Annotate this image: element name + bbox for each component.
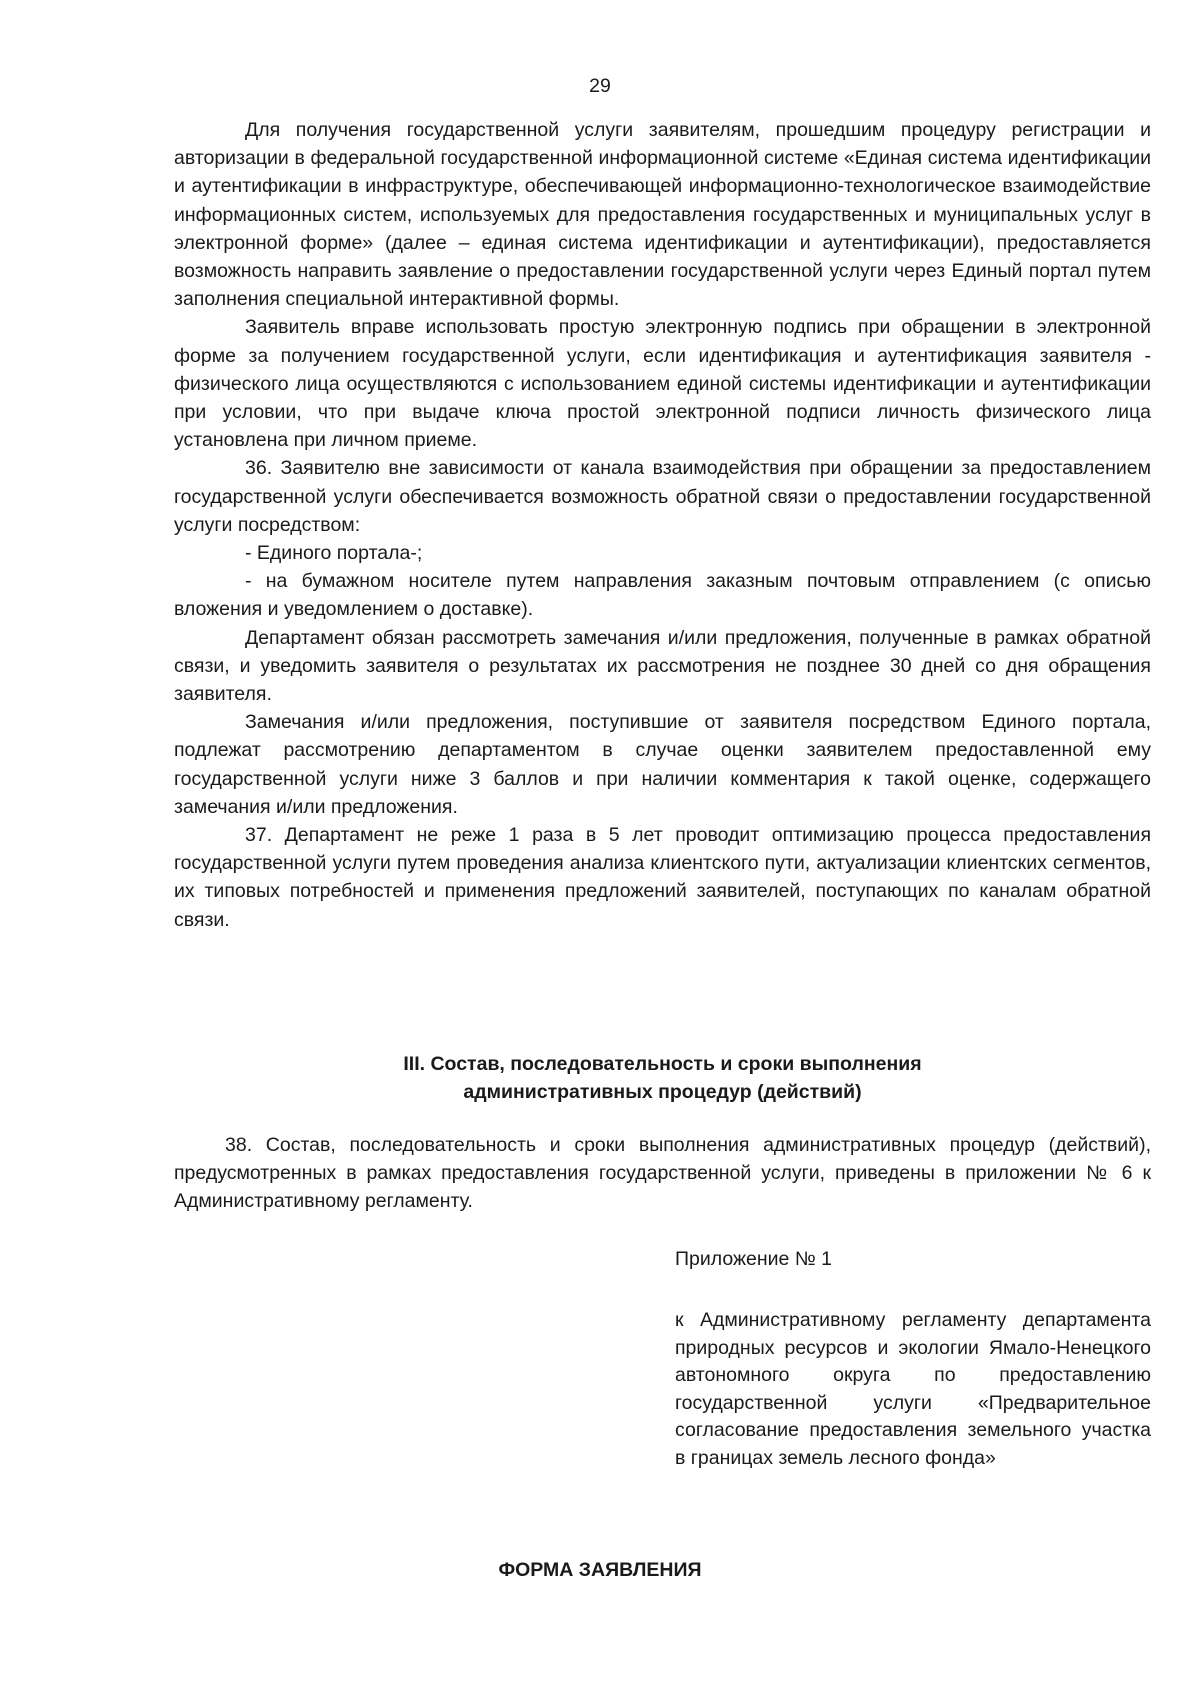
section-heading-line-2: административных процедур (действий): [463, 1081, 862, 1103]
document-body: [174, 116, 1151, 934]
appendix-title: Приложение № 1: [675, 1248, 832, 1270]
paragraph-36-feedback: 36. Заявителю вне зависимости от канала взаимодействия при обращении за предоставлением государственной услуги обеспечивается возможность обратной связи о предоставлении государственной услуги посредством:: [174, 457, 1151, 536]
appendix-reference: к Административному регламенту департамента природных ресурсов и экологии Ямало-Ненецкого автономного округа по предоставлению государственной услуги «Предварительное согласование предоставления земельного участка в границах земель лесного фонда»: [675, 1309, 1151, 1469]
paragraph-department-obligation: Департамент обязан рассмотреть замечания и/или предложения, полученные в рамках обратной связи, и уведомить заявителя о результатах их рассмотрения не позднее 30 дней со дня обращения заявителя.: [174, 626, 1151, 706]
section-heading-iii: [174, 1050, 1151, 1106]
section-heading-line-1: III. Состав, последовательность и сроки выполнения: [403, 1053, 922, 1075]
paragraph-remarks: Замечания и/или предложения, поступившие от заявителя посредством Единого портала, подлежат рассмотрению департаментом в случае оценки заявителем предоставленной ему государственной услуги ниже 3 баллов и при наличии комментария к такой оценке, содержащего замечания и/или предложения.: [174, 711, 1151, 818]
list-item-portal: - Единого портала-;: [245, 542, 423, 565]
paragraph-37-optimization: 37. Департамент не реже 1 раза в 5 лет проводит оптимизацию процесса предоставления государственной услуги путем проведения анализа клиентского пути, актуализации клиентских сегментов, их типовых потребностей и применения предложений заявителей, поступающих по каналам обратной связи.: [174, 824, 1151, 931]
paragraph-38: 38. Состав, последовательность и сроки выполнения административных процедур (действий), предусмотренных в рамках предоставления государственной услуги, приведены в приложении № 6 к Административному регламенту.: [174, 1134, 1151, 1213]
list-item-paper: - на бумажном носителе путем направления заказным почтовым отправлением (с описью вложения и уведомлением о доставке).: [174, 570, 1151, 621]
page-number: 29: [589, 75, 611, 97]
paragraph-simple-signature: Заявитель вправе использовать простую электронную подпись при обращении в электронной форме за получением государственной услуги, если идентификация и аутентификация заявителя - физического лица осуществляются с использованием единой системы идентификации и аутентификации при условии, что при выдаче ключа простой электронной подписи личность физического лица установлена при личном приеме.: [174, 316, 1151, 452]
form-title: ФОРМА ЗАЯВЛЕНИЯ: [498, 1559, 702, 1581]
paragraph-epgu-access: Для получения государственной услуги заявителям, прошедшим процедуру регистрации и авторизации в федеральной государственной информационной системе «Единая система идентификации и аутентификации в инфраструктуре, обеспечивающей информационно-технологическое взаимодействие информационных систем, используемых для предоставления государственных и муниципальных услуг в электронной форме» (далее – единая система идентификации и аутентификации), предоставляется возможность направить заявление о предоставлении государственной услуги через Единый портал путем заполнения специальной интерактивной формы.: [174, 119, 1151, 311]
